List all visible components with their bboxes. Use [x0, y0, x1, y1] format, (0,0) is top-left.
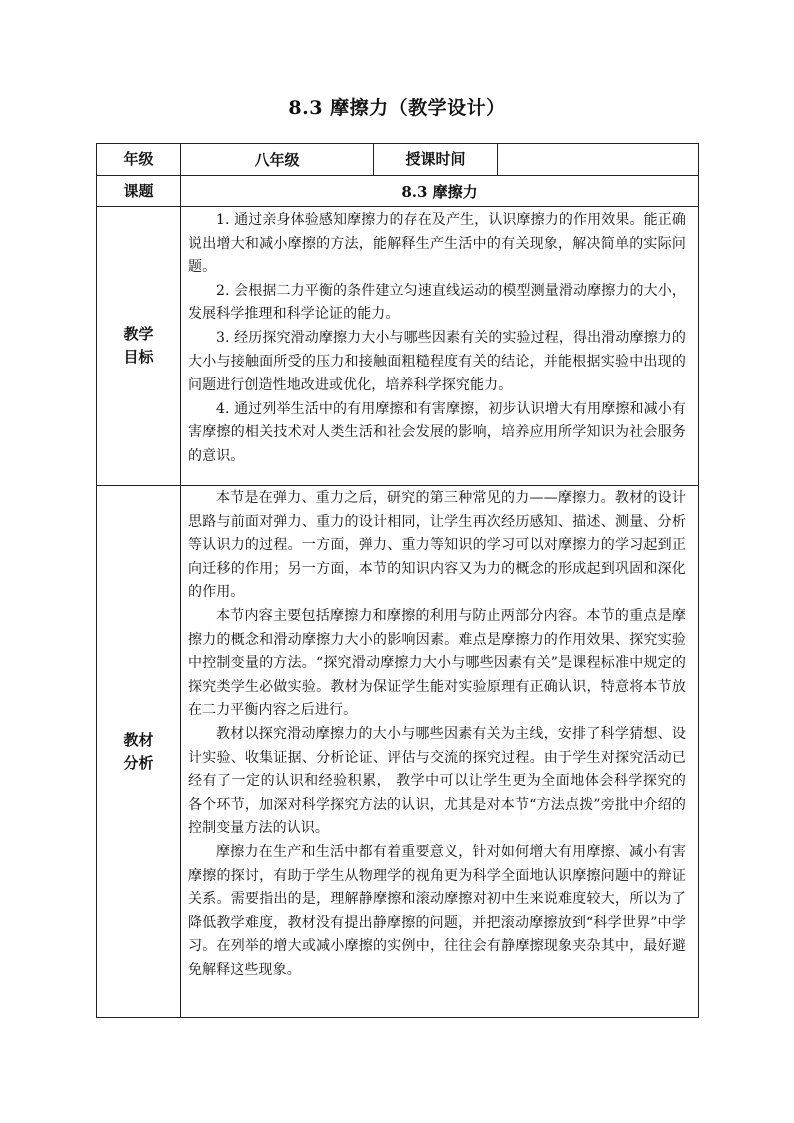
analysis-paragraph: 本节内容主要包括摩擦力和摩擦的利用与防止两部分内容。本节的重点是摩擦力的概念和滑动摩擦力大小的影响因素。难点是摩擦力的作用效果、探究实验中控制变量的方法。“探究滑动摩擦力大小与哪些因素有关”是课程标准中规定的探究类学生必做实验。教材为保证学生能对实验原理有正确认识，特意将本节放在二力平衡内容之后进行。 [188, 607, 686, 719]
analysis-paragraph: 摩擦力在生产和生活中都有着重要意义，针对如何增大有用摩擦、减小有害摩擦的探讨，有助于学生从物理学的视角更为科学全面地认识摩擦问题中的辩证关系。需要指出的是，理解静摩擦和滚动摩擦对初中生来说难度较大，所以为了降低教学难度，教材没有提出静摩擦的问题，并把滚动摩擦放到“科学世界”中学习。在列举的增大或减小摩擦的实例中，往往会有静摩擦现象夹杂其中，最好避免解释这些现象。 [188, 843, 686, 978]
analysis-paragraph: 教材以探究滑动摩擦力的大小与哪些因素有关为主线，安排了科学猜想、设计实验、收集证据、分析论证、评估与交流的探究过程。由于学生对探究活动已经有了一定的认识和经验积累， 教学中可以让学生更为全面地体会科学探究的各个环节，加深对科学探究方法的认识，尤其是对本节“方法点拨”旁批中介绍的控制变量方法的认识。 [188, 725, 686, 837]
analysis-row [97, 486, 699, 1018]
objectives-row [97, 207, 699, 486]
objectives-label-line-2: 目标 [123, 348, 154, 366]
grade-row [97, 144, 699, 176]
document-title: 8.3 摩擦力（教学设计） [288, 97, 506, 119]
topic-row [97, 176, 699, 207]
analysis-paragraph: 本节是在弹力、重力之后，研究的第三种常见的力——摩擦力。教材的设计思路与前面对弹力、重力的设计相同，让学生再次经历感知、描述、测量、分析等认识力的过程。一方面，弹力、重力等知识的学习可以对摩擦力的学习起到正向迁移的作用；另一方面，本节的知识内容又为力的概念的形成起到巩固和深化的作用。 [188, 490, 686, 601]
objectives-label [97, 207, 181, 486]
analysis-content [181, 486, 699, 1018]
grade-value: 八年级 [181, 144, 374, 176]
objective-item: 1. 通过亲身体验感知摩擦力的存在及产生，认识摩擦力的作用效果。能正确说出增大和减小摩擦的方法，能解释生产生活中的有关现象，解决简单的实际问题。 [188, 212, 686, 276]
analysis-label-line-1: 教材 [123, 730, 154, 749]
lesson-plan-table [96, 143, 699, 1018]
grade-label: 年级 [97, 144, 181, 176]
objective-item: 2. 会根据二力平衡的条件建立匀速直线运动的模型测量滑动摩擦力的大小，发展科学推理和科学论证的能力。 [188, 282, 686, 323]
topic-value: 8.3 摩擦力 [181, 176, 699, 207]
objectives-content [181, 207, 699, 486]
objectives-label-line-1: 教学 [123, 325, 154, 343]
objective-item: 3. 经历探究滑动摩擦力大小与哪些因素有关的实验过程，得出滑动摩擦力的大小与接触面所受的压力和接触面粗糙程度有关的结论，并能根据实验中出现的问题进行创造性地改进或优化，培养科学探究能力。 [188, 329, 686, 394]
analysis-label-line-2: 分析 [123, 753, 154, 772]
topic-label: 课题 [97, 176, 181, 207]
time-value [498, 144, 699, 176]
objective-item: 4. 通过列举生活中的有用摩擦和有害摩擦，初步认识增大有用摩擦和减小有害摩擦的相关技术对人类生活和社会发展的影响，培养应用所学知识为社会服务的意识。 [188, 400, 686, 464]
time-label: 授课时间 [374, 144, 498, 176]
analysis-label [97, 486, 181, 1018]
